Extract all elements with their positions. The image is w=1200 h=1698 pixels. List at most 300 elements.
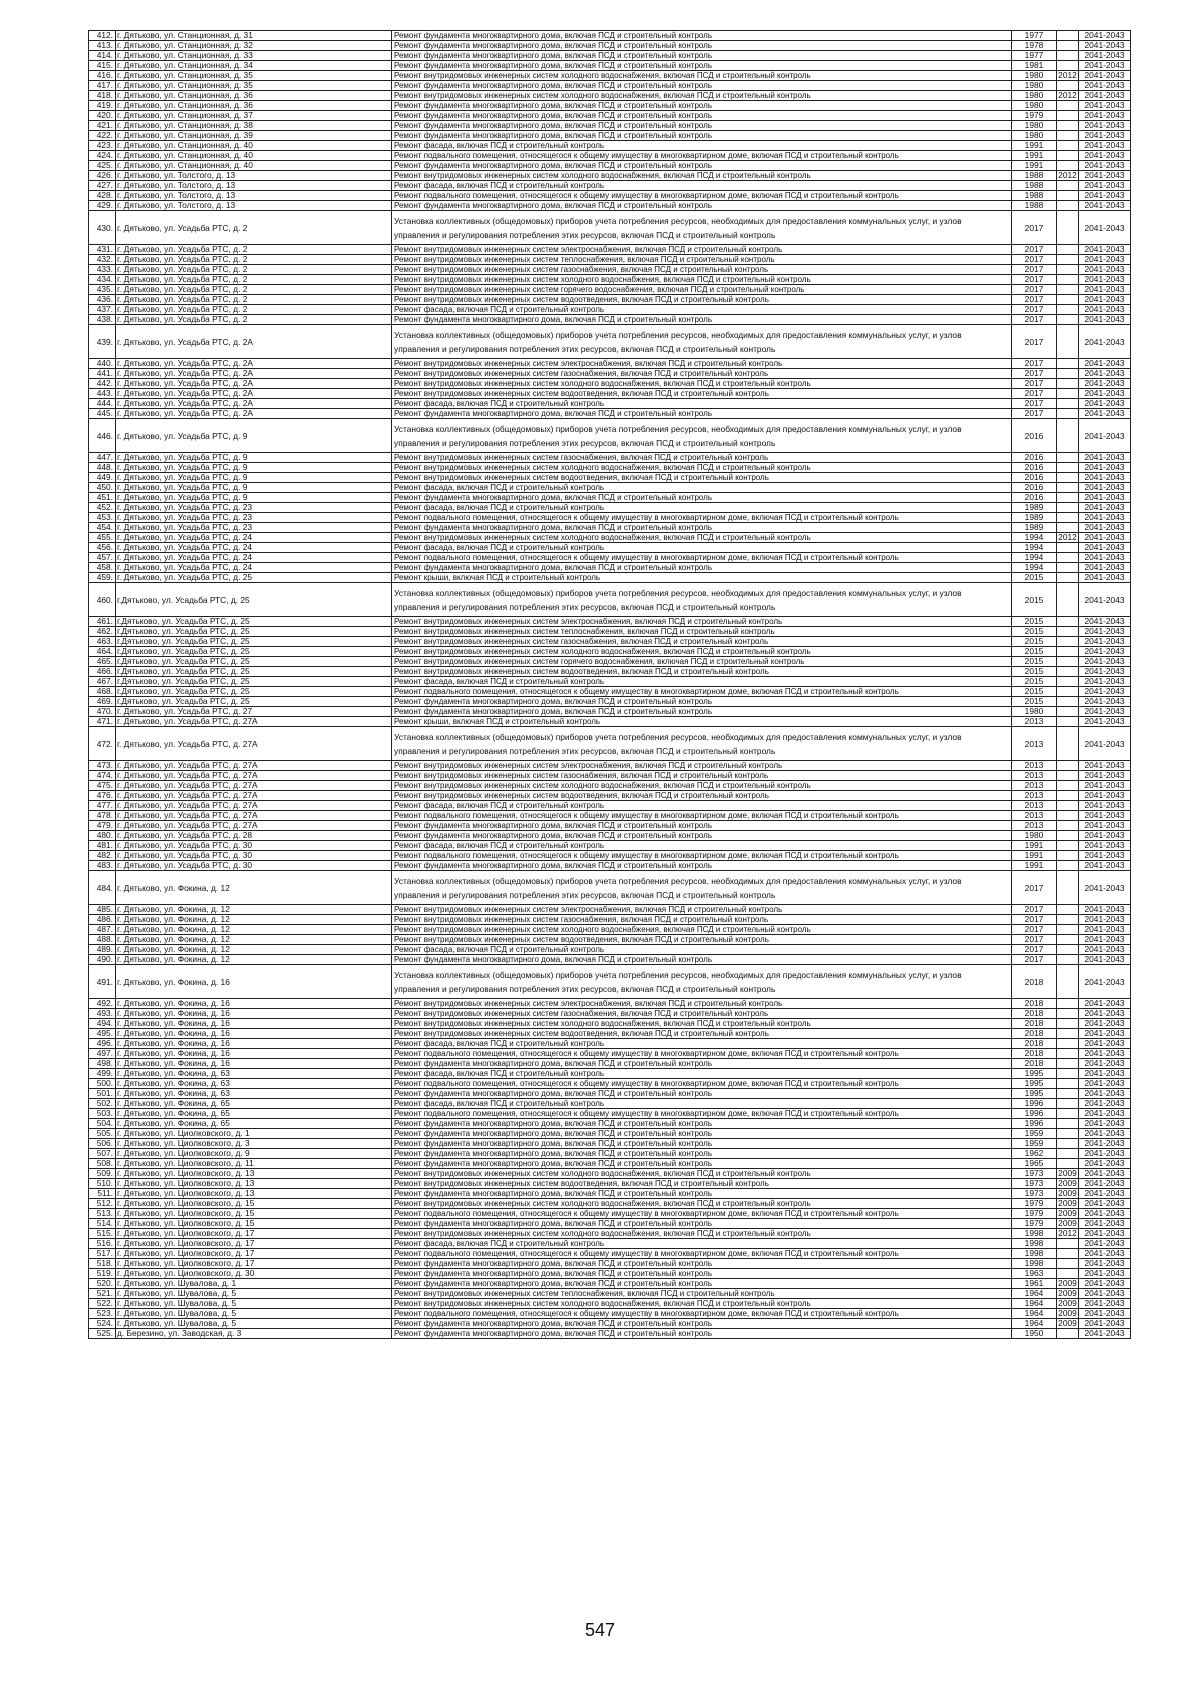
address-cell: г. Дятьково, ул. Усадьба РТС, д. 23	[116, 523, 392, 533]
last-repair-year-cell	[1057, 359, 1079, 369]
blank-margin-cell	[1131, 781, 1163, 791]
address-cell: г. Дятьково, ул. Усадьба РТС, д. 27А	[116, 761, 392, 771]
year-built-cell: 2017	[1012, 399, 1057, 409]
address-cell: г. Дятьково, ул. Усадьба РТС, д. 30	[116, 861, 392, 871]
blank-margin-cell	[1131, 81, 1163, 91]
planned-period-cell: 2041-2043	[1079, 201, 1131, 211]
work-type-cell: Ремонт фундамента многоквартирного дома, включая ПСД и строительный контроль	[392, 1059, 1012, 1069]
blank-margin-cell	[1131, 905, 1163, 915]
last-repair-year-cell: 2012	[1058, 1228, 1077, 1238]
last-repair-year-cell	[1057, 275, 1079, 285]
planned-period-cell: 2041-2043	[1079, 285, 1131, 295]
row-number-cell: 448.	[89, 463, 116, 473]
work-type-cell: Ремонт крыши, включая ПСД и строительный контроль	[392, 717, 1012, 727]
row-number-cell: 431.	[89, 245, 116, 255]
year-built-cell: 1988	[1012, 201, 1057, 211]
work-type-cell: Ремонт внутридомовых инженерных систем газоснабжения, включая ПСД и строительный контроль	[392, 637, 1012, 647]
table-row	[89, 141, 1163, 151]
last-repair-year-cell	[1057, 121, 1079, 131]
year-built-cell: 1995	[1012, 1089, 1057, 1099]
row-number-cell: 498.	[89, 1059, 116, 1069]
year-built-cell: 1980	[1012, 121, 1057, 131]
work-type-cell: Ремонт фундамента многоквартирного дома, включая ПСД и строительный контроль	[392, 315, 1012, 325]
planned-period-cell: 2041-2043	[1079, 1039, 1131, 1049]
blank-margin-cell	[1131, 61, 1163, 71]
table-row	[89, 727, 1163, 761]
address-cell: г. Дятьково, ул. Циолковского, д. 15	[116, 1209, 392, 1219]
planned-period-cell: 2041-2043	[1079, 647, 1131, 657]
planned-period-cell: 2041-2043	[1079, 171, 1131, 181]
blank-margin-cell	[1131, 861, 1163, 871]
address-cell: г. Дятьково, ул. Усадьба РТС, д. 24	[116, 533, 392, 543]
planned-period-cell: 2041-2043	[1079, 1139, 1131, 1149]
blank-margin-cell	[1131, 1039, 1163, 1049]
address-cell: г. Дятьково, ул. Циолковского, д. 9	[116, 1149, 392, 1159]
last-repair-year-cell	[1057, 543, 1079, 553]
work-type-cell: Ремонт подвального помещения, относящегося к общему имуществу в многоквартирном доме, включая ПСД и строительный контроль	[392, 1049, 1012, 1059]
planned-period-cell: 2041-2043	[1079, 141, 1131, 151]
planned-period-cell: 2041-2043	[1079, 265, 1131, 275]
address-cell: г. Дятьково, ул. Усадьба РТС, д. 9	[116, 453, 392, 463]
table-row	[89, 305, 1163, 315]
year-built-cell: 2017	[1012, 211, 1057, 245]
table-row	[89, 965, 1163, 999]
last-repair-year-cell	[1057, 915, 1079, 925]
last-repair-year-cell	[1057, 697, 1079, 707]
row-number-cell: 507.	[89, 1149, 116, 1159]
year-built-cell: 2017	[1012, 871, 1057, 905]
address-cell: г. Дятьково, ул. Станционная, д. 37	[116, 111, 392, 121]
table-row	[89, 493, 1163, 503]
last-repair-year-cell	[1057, 1269, 1079, 1279]
last-repair-year-cell: 2009	[1058, 1178, 1077, 1188]
last-repair-year-cell	[1057, 379, 1079, 389]
work-type-cell: Ремонт внутридомовых инженерных систем теплоснабжения, включая ПСД и строительный контроль	[392, 255, 1012, 265]
last-repair-year-cell	[1057, 295, 1079, 305]
address-cell: г. Дятьково, ул. Фокина, д. 12	[116, 905, 392, 915]
planned-period-cell: 2041-2043	[1079, 811, 1131, 821]
address-cell: г.Дятьково, ул. Усадьба РТС, д. 25	[116, 617, 392, 627]
year-built-cell: 1980	[1012, 101, 1057, 111]
work-type-cell: Ремонт внутридомовых инженерных систем газоснабжения, включая ПСД и строительный контроль	[392, 915, 1012, 925]
planned-period-cell: 2041-2043	[1079, 1309, 1131, 1319]
last-repair-year-cell	[1057, 1059, 1079, 1069]
table-row	[89, 1149, 1163, 1159]
blank-margin-cell	[1131, 51, 1163, 61]
row-number-cell: 504.	[89, 1119, 116, 1129]
address-cell: г. Дятьково, ул. Усадьба РТС, д. 27А	[116, 771, 392, 781]
planned-period-cell: 2041-2043	[1079, 801, 1131, 811]
work-type-cell: Ремонт внутридомовых инженерных систем холодного водоснабжения, включая ПСД и строительный контроль	[392, 1199, 1012, 1209]
planned-period-cell: 2041-2043	[1079, 409, 1131, 419]
address-cell: г. Дятьково, ул. Станционная, д. 38	[116, 121, 392, 131]
planned-period-cell: 2041-2043	[1079, 925, 1131, 935]
work-type-cell: Ремонт фасада, включая ПСД и строительный контроль	[392, 181, 1012, 191]
last-repair-year-cell	[1057, 811, 1079, 821]
work-type-cell: Ремонт фасада, включая ПСД и строительный контроль	[392, 399, 1012, 409]
blank-margin-cell	[1131, 473, 1163, 483]
address-cell: г. Дятьково, ул. Станционная, д. 35	[116, 71, 392, 81]
last-repair-year-cell	[1057, 925, 1079, 935]
row-number-cell: 477.	[89, 801, 116, 811]
table-row	[89, 513, 1163, 523]
last-repair-year-cell	[1057, 389, 1079, 399]
year-built-cell: 2018	[1012, 999, 1057, 1009]
row-number-cell: 412.	[89, 31, 116, 41]
address-cell: г. Дятьково, ул. Станционная, д. 33	[116, 51, 392, 61]
last-repair-year-cell	[1057, 111, 1079, 121]
table-row	[89, 871, 1163, 905]
work-type-cell: Ремонт внутридомовых инженерных систем водоотведения, включая ПСД и строительный контроль	[392, 295, 1012, 305]
blank-margin-cell	[1131, 1259, 1163, 1269]
work-type-cell: Ремонт внутридомовых инженерных систем холодного водоснабжения, включая ПСД и строительный контроль	[392, 533, 1012, 543]
year-built-cell: 2017	[1012, 915, 1057, 925]
planned-period-cell: 2041-2043	[1079, 513, 1131, 523]
row-number-cell: 452.	[89, 503, 116, 513]
address-cell: г. Дятьково, ул. Станционная, д. 35	[116, 81, 392, 91]
table-row	[89, 1049, 1163, 1059]
row-number-cell: 490.	[89, 955, 116, 965]
planned-period-cell: 2041-2043	[1079, 91, 1131, 101]
blank-margin-cell	[1131, 1329, 1163, 1339]
year-built-cell: 2013	[1012, 791, 1057, 801]
page-number: 547	[584, 1620, 616, 1640]
address-cell: г. Дятьково, ул. Усадьба РТС, д. 2А	[116, 379, 392, 389]
last-repair-year-cell: 2009	[1058, 1208, 1077, 1218]
planned-period-cell: 2041-2043	[1079, 1179, 1131, 1189]
row-number-cell: 487.	[89, 925, 116, 935]
last-repair-year-cell	[1057, 1249, 1079, 1259]
last-repair-year-cell	[1057, 315, 1079, 325]
address-cell: г. Дятьково, ул. Станционная, д. 40	[116, 141, 392, 151]
work-type-cell: Ремонт фундамента многоквартирного дома, включая ПСД и строительный контроль	[392, 1089, 1012, 1099]
work-type-cell: Ремонт внутридомовых инженерных систем холодного водоснабжения, включая ПСД и строительный контроль	[392, 71, 1012, 81]
address-cell: г. Дятьково, ул. Фокина, д. 16	[116, 1039, 392, 1049]
work-type-cell: Установка коллективных (общедомовых) приборов учета потребления ресурсов, необходимых для предоставления коммунальных услуг, и узлов управления и регулирования потребления этих ресурсов, включая ПСД и строительный контроль	[392, 871, 1012, 905]
year-built-cell: 1991	[1012, 161, 1057, 171]
work-type-cell: Ремонт внутридомовых инженерных систем водоотведения, включая ПСД и строительный контроль	[392, 791, 1012, 801]
year-built-cell: 1991	[1012, 861, 1057, 871]
last-repair-year-cell	[1057, 1129, 1079, 1139]
planned-period-cell: 2041-2043	[1079, 1049, 1131, 1059]
blank-margin-cell	[1131, 533, 1163, 543]
year-built-cell: 2013	[1012, 821, 1057, 831]
year-built-cell: 2015	[1012, 627, 1057, 637]
blank-margin-cell	[1131, 915, 1163, 925]
year-built-cell: 1961	[1012, 1279, 1057, 1289]
last-repair-year-cell	[1057, 647, 1079, 657]
planned-period-cell: 2041-2043	[1079, 61, 1131, 71]
year-built-cell: 2018	[1012, 1039, 1057, 1049]
address-cell: г.Дятьково, ул. Усадьба РТС, д. 25	[116, 687, 392, 697]
planned-period-cell: 2041-2043	[1079, 831, 1131, 841]
table-row	[89, 1019, 1163, 1029]
planned-period-cell: 2041-2043	[1079, 697, 1131, 707]
row-number-cell: 458.	[89, 563, 116, 573]
last-repair-year-cell	[1057, 1139, 1079, 1149]
year-built-cell: 1959	[1012, 1129, 1057, 1139]
table-row	[89, 1159, 1163, 1169]
last-repair-year-cell	[1057, 573, 1079, 583]
planned-period-cell: 2041-2043	[1079, 1029, 1131, 1039]
year-built-cell: 1977	[1012, 51, 1057, 61]
planned-period-cell: 2041-2043	[1079, 965, 1131, 999]
last-repair-year-cell	[1057, 523, 1079, 533]
blank-margin-cell	[1131, 191, 1163, 201]
row-number-cell: 501.	[89, 1089, 116, 1099]
year-built-cell: 2017	[1012, 285, 1057, 295]
year-built-cell: 2015	[1012, 657, 1057, 667]
blank-margin-cell	[1131, 513, 1163, 523]
address-cell: г. Дятьково, ул. Циолковского, д. 15	[116, 1219, 392, 1229]
blank-margin-cell	[1131, 771, 1163, 781]
work-type-cell: Ремонт внутридомовых инженерных систем газоснабжения, включая ПСД и строительный контроль	[392, 369, 1012, 379]
planned-period-cell: 2041-2043	[1079, 453, 1131, 463]
work-type-cell: Ремонт фундамента многоквартирного дома, включая ПСД и строительный контроль	[392, 121, 1012, 131]
last-repair-year-cell	[1057, 81, 1079, 91]
work-type-cell: Ремонт фундамента многоквартирного дома, включая ПСД и строительный контроль	[392, 563, 1012, 573]
blank-margin-cell	[1131, 1179, 1163, 1189]
planned-period-cell: 2041-2043	[1079, 503, 1131, 513]
last-repair-year-cell	[1057, 771, 1079, 781]
planned-period-cell: 2041-2043	[1079, 315, 1131, 325]
table-row	[89, 211, 1163, 245]
year-built-cell: 2017	[1012, 325, 1057, 359]
table-row	[89, 171, 1163, 181]
address-cell: г. Дятьково, ул. Циолковского, д. 3	[116, 1139, 392, 1149]
planned-period-cell: 2041-2043	[1079, 1319, 1131, 1329]
planned-period-cell: 2041-2043	[1079, 305, 1131, 315]
row-number-cell: 517.	[89, 1249, 116, 1259]
planned-period-cell: 2041-2043	[1079, 493, 1131, 503]
row-number-cell: 415.	[89, 61, 116, 71]
year-built-cell: 1998	[1012, 1239, 1057, 1249]
planned-period-cell: 2041-2043	[1079, 275, 1131, 285]
last-repair-year-cell	[1057, 851, 1079, 861]
year-built-cell: 2016	[1012, 463, 1057, 473]
table-row	[89, 821, 1163, 831]
row-number-cell: 456.	[89, 543, 116, 553]
address-cell: г. Дятьково, ул. Усадьба РТС, д. 27А	[116, 791, 392, 801]
row-number-cell: 469.	[89, 697, 116, 707]
last-repair-year-cell	[1057, 141, 1079, 151]
table-row	[89, 1179, 1163, 1189]
blank-margin-cell	[1131, 821, 1163, 831]
planned-period-cell: 2041-2043	[1079, 637, 1131, 647]
last-repair-year-cell	[1057, 1109, 1079, 1119]
blank-margin-cell	[1131, 677, 1163, 687]
last-repair-year-cell	[1057, 31, 1079, 41]
table-row	[89, 399, 1163, 409]
year-built-cell: 2017	[1012, 409, 1057, 419]
address-cell: г.Дятьково, ул. Усадьба РТС, д. 25	[116, 583, 392, 617]
work-type-cell: Ремонт внутридомовых инженерных систем электроснабжения, включая ПСД и строительный контроль	[392, 905, 1012, 915]
blank-margin-cell	[1131, 707, 1163, 717]
year-built-cell: 1965	[1012, 1159, 1057, 1169]
blank-margin-cell	[1131, 617, 1163, 627]
work-type-cell: Ремонт внутридомовых инженерных систем холодного водоснабжения, включая ПСД и строительный контроль	[392, 275, 1012, 285]
last-repair-year-cell	[1057, 1029, 1079, 1039]
table-row	[89, 1209, 1163, 1219]
table-row	[89, 1309, 1163, 1319]
planned-period-cell: 2041-2043	[1079, 1119, 1131, 1129]
planned-period-cell: 2041-2043	[1079, 1209, 1131, 1219]
planned-period-cell: 2041-2043	[1079, 955, 1131, 965]
address-cell: г. Дятьково, ул. Усадьба РТС, д. 2	[116, 265, 392, 275]
work-type-cell: Ремонт внутридомовых инженерных систем электроснабжения, включая ПСД и строительный контроль	[392, 617, 1012, 627]
planned-period-cell: 2041-2043	[1079, 483, 1131, 493]
blank-margin-cell	[1131, 1009, 1163, 1019]
work-type-cell: Ремонт подвального помещения, относящегося к общему имуществу в многоквартирном доме, включая ПСД и строительный контроль	[392, 191, 1012, 201]
row-number-cell: 502.	[89, 1099, 116, 1109]
last-repair-year-cell	[1057, 245, 1079, 255]
blank-margin-cell	[1131, 483, 1163, 493]
address-cell: г. Дятьково, ул. Станционная, д. 32	[116, 41, 392, 51]
blank-margin-cell	[1131, 1149, 1163, 1159]
address-cell: г. Дятьково, ул. Толстого, д. 13	[116, 171, 392, 181]
table-row	[89, 533, 1163, 543]
year-built-cell: 2017	[1012, 925, 1057, 935]
blank-margin-cell	[1131, 1049, 1163, 1059]
planned-period-cell: 2041-2043	[1079, 1229, 1131, 1239]
table-row	[89, 697, 1163, 707]
table-row	[89, 181, 1163, 191]
work-type-cell: Ремонт фундамента многоквартирного дома, включая ПСД и строительный контроль	[392, 111, 1012, 121]
address-cell: г. Дятьково, ул. Циолковского, д. 17	[116, 1229, 392, 1239]
last-repair-year-cell	[1057, 255, 1079, 265]
table-row	[89, 627, 1163, 637]
row-number-cell: 523.	[89, 1309, 116, 1319]
planned-period-cell: 2041-2043	[1079, 871, 1131, 905]
table-row	[89, 503, 1163, 513]
table-row	[89, 161, 1163, 171]
row-number-cell: 488.	[89, 935, 116, 945]
planned-period-cell: 2041-2043	[1079, 1099, 1131, 1109]
year-built-cell: 1950	[1012, 1329, 1057, 1339]
last-repair-year-cell	[1057, 627, 1079, 637]
year-built-cell: 1977	[1012, 31, 1057, 41]
year-built-cell: 1980	[1012, 707, 1057, 717]
last-repair-year-cell	[1057, 1239, 1079, 1249]
year-built-cell: 2017	[1012, 369, 1057, 379]
planned-period-cell: 2041-2043	[1079, 1089, 1131, 1099]
address-cell: г. Дятьково, ул. Циолковского, д. 13	[116, 1169, 392, 1179]
address-cell: г. Дятьково, ул. Циолковского, д. 15	[116, 1199, 392, 1209]
row-number-cell: 414.	[89, 51, 116, 61]
row-number-cell: 422.	[89, 131, 116, 141]
address-cell: г. Дятьково, ул. Толстого, д. 13	[116, 201, 392, 211]
table-row	[89, 41, 1163, 51]
work-type-cell: Ремонт внутридомовых инженерных систем водоотведения, включая ПСД и строительный контроль	[392, 667, 1012, 677]
row-number-cell: 489.	[89, 945, 116, 955]
row-number-cell: 512.	[89, 1199, 116, 1209]
row-number-cell: 462.	[89, 627, 116, 637]
year-built-cell: 1994	[1012, 553, 1057, 563]
planned-period-cell: 2041-2043	[1079, 771, 1131, 781]
row-number-cell: 491.	[89, 965, 116, 999]
planned-period-cell: 2041-2043	[1079, 81, 1131, 91]
last-repair-year-cell	[1057, 101, 1079, 111]
work-type-cell: Установка коллективных (общедомовых) приборов учета потребления ресурсов, необходимых для предоставления коммунальных услуг, и узлов управления и регулирования потребления этих ресурсов, включая ПСД и строительный контроль	[392, 965, 1012, 999]
last-repair-year-cell	[1057, 935, 1079, 945]
row-number-cell: 418.	[89, 91, 116, 101]
year-built-cell: 1998	[1012, 1249, 1057, 1259]
blank-margin-cell	[1131, 1219, 1163, 1229]
work-type-cell: Ремонт фундамента многоквартирного дома, включая ПСД и строительный контроль	[392, 1129, 1012, 1139]
capital-repair-table	[88, 30, 1163, 1339]
year-built-cell: 1973	[1012, 1169, 1057, 1179]
work-type-cell: Установка коллективных (общедомовых) приборов учета потребления ресурсов, необходимых для предоставления коммунальных услуг, и узлов управления и регулирования потребления этих ресурсов, включая ПСД и строительный контроль	[392, 583, 1012, 617]
table-row	[89, 761, 1163, 771]
address-cell: г. Дятьково, ул. Усадьба РТС, д. 28	[116, 831, 392, 841]
row-number-cell: 521.	[89, 1289, 116, 1299]
last-repair-year-cell	[1057, 861, 1079, 871]
row-number-cell: 473.	[89, 761, 116, 771]
last-repair-year-cell	[1057, 637, 1079, 647]
row-number-cell: 439.	[89, 325, 116, 359]
last-repair-year-cell	[1057, 1019, 1079, 1029]
blank-margin-cell	[1131, 1109, 1163, 1119]
blank-margin-cell	[1131, 419, 1163, 453]
row-number-cell: 464.	[89, 647, 116, 657]
work-type-cell: Ремонт фундамента многоквартирного дома, включая ПСД и строительный контроль	[392, 1319, 1012, 1329]
planned-period-cell: 2041-2043	[1079, 999, 1131, 1009]
year-built-cell: 1964	[1012, 1309, 1057, 1319]
last-repair-year-cell	[1057, 667, 1079, 677]
work-type-cell: Ремонт внутридомовых инженерных систем холодного водоснабжения, включая ПСД и строительный контроль	[392, 647, 1012, 657]
last-repair-year-cell	[1057, 265, 1079, 275]
planned-period-cell: 2041-2043	[1079, 191, 1131, 201]
address-cell: г. Дятьково, ул. Усадьба РТС, д. 27А	[116, 717, 392, 727]
blank-margin-cell	[1131, 1029, 1163, 1039]
planned-period-cell: 2041-2043	[1079, 1239, 1131, 1249]
address-cell: г. Дятьково, ул. Фокина, д. 16	[116, 1019, 392, 1029]
planned-period-cell: 2041-2043	[1079, 781, 1131, 791]
table-row	[89, 851, 1163, 861]
address-cell: г. Дятьково, ул. Фокина, д. 65	[116, 1119, 392, 1129]
address-cell: г. Дятьково, ул. Усадьба РТС, д. 30	[116, 841, 392, 851]
year-built-cell: 1995	[1012, 1069, 1057, 1079]
last-repair-year-cell	[1057, 905, 1079, 915]
address-cell: г. Дятьково, ул. Циолковского, д. 30	[116, 1269, 392, 1279]
blank-margin-cell	[1131, 637, 1163, 647]
blank-margin-cell	[1131, 697, 1163, 707]
blank-margin-cell	[1131, 1059, 1163, 1069]
table-row	[89, 811, 1163, 821]
planned-period-cell: 2041-2043	[1079, 71, 1131, 81]
row-number-cell: 432.	[89, 255, 116, 265]
planned-period-cell: 2041-2043	[1079, 379, 1131, 389]
table-row	[89, 1299, 1163, 1309]
table-row	[89, 1189, 1163, 1199]
row-number-cell: 467.	[89, 677, 116, 687]
work-type-cell: Ремонт фундамента многоквартирного дома, включая ПСД и строительный контроль	[392, 41, 1012, 51]
year-built-cell: 2015	[1012, 637, 1057, 647]
year-built-cell: 1979	[1012, 1209, 1057, 1219]
blank-margin-cell	[1131, 1069, 1163, 1079]
blank-margin-cell	[1131, 1159, 1163, 1169]
address-cell: г. Дятьково, ул. Усадьба РТС, д. 9	[116, 419, 392, 453]
address-cell: г. Дятьково, ул. Усадьба РТС, д. 27А	[116, 811, 392, 821]
table-row	[89, 657, 1163, 667]
year-built-cell: 1980	[1012, 91, 1057, 101]
blank-margin-cell	[1131, 761, 1163, 771]
table-row	[89, 771, 1163, 781]
blank-margin-cell	[1131, 399, 1163, 409]
year-built-cell: 1964	[1012, 1289, 1057, 1299]
work-type-cell: Ремонт внутридомовых инженерных систем горячего водоснабжения, включая ПСД и строительный контроль	[392, 285, 1012, 295]
blank-margin-cell	[1131, 325, 1163, 359]
